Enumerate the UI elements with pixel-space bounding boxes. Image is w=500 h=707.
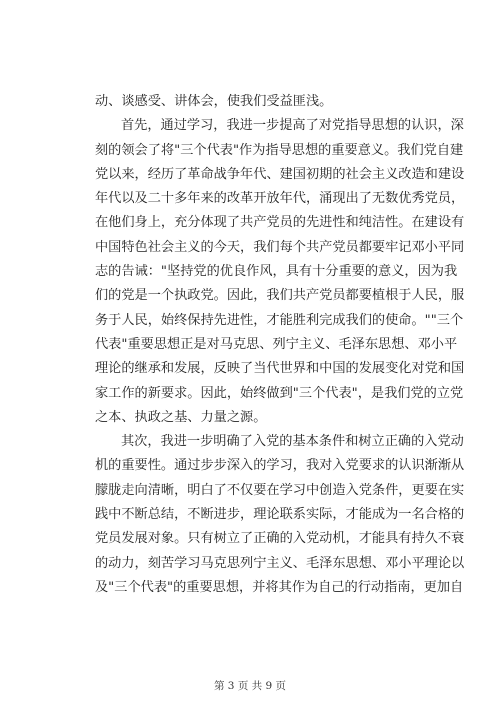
text-line-12: 理论的继承和发展，反映了当代世界和中国的发展变化对党和国 bbox=[95, 361, 465, 377]
text-line-18: 践中不断总结，不断进步，理论联系实际，才能成为一名合格的 bbox=[95, 507, 465, 523]
text-line-14: 之本、执政之基、力量之源。 bbox=[95, 409, 267, 425]
text-line-5: 年代以及二十多年来的改革开放年代，涌现出了无数优秀党员， bbox=[95, 191, 465, 207]
text-line-20: 的动力，刻苦学习马克思列宁主义、毛泽东思想、邓小平理论以 bbox=[95, 555, 465, 571]
text-line-15: 其次，我进一步明确了入党的基本条件和树立正确的入党动 bbox=[121, 434, 464, 450]
text-line-9: 们的党是一个执政党。因此，我们共产党员都要植根于人民，服 bbox=[95, 288, 465, 304]
text-line-1: 动、谈感受、讲体会，使我们受益匪浅。 bbox=[95, 94, 333, 109]
text-line-4: 党以来，经历了革命战争年代、建国初期的社会主义改造和建设 bbox=[95, 166, 465, 182]
text-line-21: 及"三个代表"的重要思想，并将其作为自己的行动指南，更加自 bbox=[95, 579, 464, 595]
text-line-19: 党员发展对象。只有树立了正确的入党动机，才能具有持久不衰 bbox=[95, 531, 465, 547]
text-line-3: 刻的领会了将"三个代表"作为指导思想的重要意义。我们党自建 bbox=[95, 142, 464, 158]
text-line-7: 中国特色社会主义的今天，我们每个共产党员都要牢记邓小平同 bbox=[95, 239, 465, 255]
text-line-2: 首先，通过学习，我进一步提高了对党指导思想的认识，深 bbox=[121, 118, 464, 134]
text-line-16: 机的重要性。通过步步深入的学习，我对入党要求的认识渐渐从 bbox=[95, 458, 465, 474]
text-line-6: 在他们身上，充分体现了共产党员的先进性和纯洁性。在建设有 bbox=[95, 215, 465, 231]
page-footer: 第 3 页 共 9 页 bbox=[213, 680, 287, 692]
text-line-10: 务于人民，始终保持先进性，才能胜利完成我们的使命。""三个 bbox=[95, 312, 464, 328]
text-line-8: 志的告诫："坚持党的优良作风，具有十分重要的意义，因为我 bbox=[95, 264, 458, 280]
text-line-13: 家工作的新要求。因此，始终做到"三个代表"，是我们党的立党 bbox=[95, 385, 464, 401]
document-body bbox=[95, 90, 465, 600]
text-line-17: 朦胧走向清晰，明白了不仅要在学习中创造入党条件，更要在实 bbox=[95, 482, 465, 498]
text-line-11: 代表"重要思想正是对马克思、列宁主义、毛泽东思想、邓小平 bbox=[95, 336, 458, 352]
